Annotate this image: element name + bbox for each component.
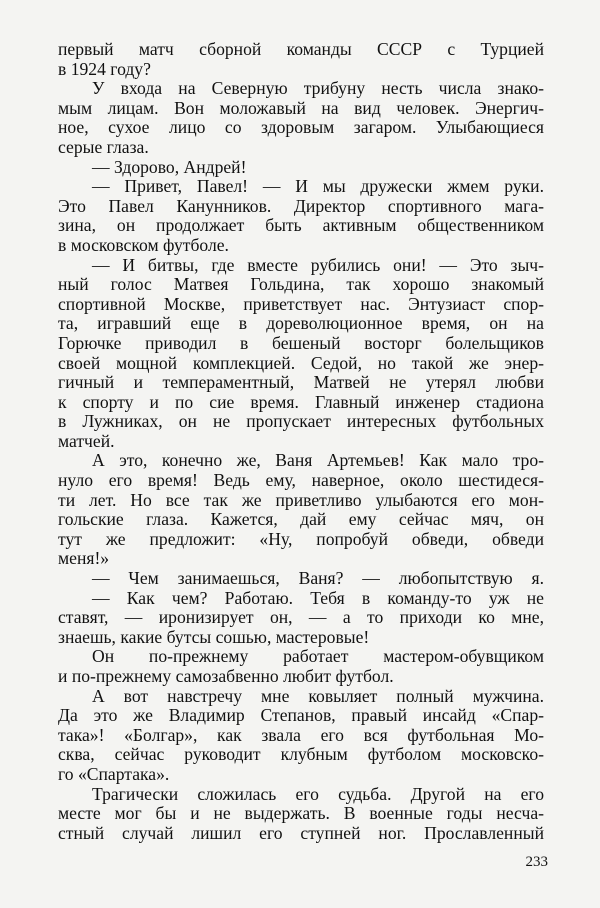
text-line: гичный и темпераментный, Матвей не утерял любви	[58, 373, 544, 393]
text-line: ный голос Матвея Гольдина, так хорошо знакомый	[58, 275, 544, 295]
text-line: Он по-прежнему работает мастером-обувщиком	[92, 647, 544, 667]
text-line: — Привет, Павел! — И мы дружески жмем руки.	[92, 177, 544, 197]
text-line: в 1924 году?	[58, 59, 151, 79]
text-line: сква, сейчас руководит клубным футболом московско-	[58, 745, 544, 765]
text-line: спортивной Москве, приветствует нас. Энтузиаст спор-	[58, 294, 544, 314]
text-line: гольские глаза. Кажется, дай ему сейчас мяч, он	[58, 510, 544, 530]
text-line: и по-прежнему самозабвенно любит футбол.	[58, 667, 394, 686]
text-line: така»! «Болгар», как звала его вся футбольная Мо-	[58, 725, 544, 745]
page-number: 233	[525, 854, 548, 870]
text-line: Да это же Владимир Степанов, правый инсайд «Спар-	[58, 706, 544, 726]
text-line: Трагически сложилась его судьба. Другой на его	[92, 784, 544, 804]
text-line: ставят, — иронизирует он, — а то приходи ко мне,	[58, 608, 544, 628]
text-line: своей мощной комплекцией. Седой, но такой же энер-	[58, 353, 544, 373]
text-line: — Чем занимаешься, Ваня? — любопытствую я.	[92, 569, 544, 589]
text-line: зина, он продолжает быть активным общественником	[58, 216, 544, 236]
text-line: серые глаза.	[58, 137, 149, 157]
text-line: го «Спартака».	[58, 764, 170, 784]
text-line: А вот навстречу мне ковыляет полный мужчина.	[92, 686, 544, 706]
text-line: в Лужниках, он не пропускает интересных футбольных	[58, 412, 544, 432]
text-line: — Здорово, Андрей!	[92, 157, 247, 177]
text-line: У входа на Северную трибуну несть числа знако-	[92, 79, 544, 99]
text-line: мым лицам. Вон моложавый на вид человек. Энергич-	[58, 98, 544, 118]
text-line: тут же предложит: «Ну, попробуй обведи, обведи	[58, 529, 544, 549]
text-line: матчей.	[58, 431, 115, 451]
text-line: Это Павел Канунников. Директор спортивного мага-	[58, 196, 544, 216]
text-line: ное, сухое лицо со здоровым загаром. Улыбающиеся	[58, 118, 544, 138]
text-line: меня!»	[58, 549, 110, 569]
text-line: — И битвы, где вместе рубились они! — Это зыч-	[92, 255, 544, 275]
text-line: в московском футболе.	[58, 235, 229, 255]
text-line: месте мог бы и не выдержать. В военные годы несча-	[58, 804, 544, 824]
text-line: та, игравший еще в дореволюционное время, он на	[58, 314, 544, 334]
page-body-text	[58, 40, 544, 843]
text-line: первый матч сборной команды СССР с Турцией	[58, 40, 544, 59]
text-line: к спорту и по сие время. Главный инженер стадиона	[58, 392, 544, 412]
text-line: А это, конечно же, Ваня Артемьев! Как мало тро-	[92, 451, 544, 471]
text-line: знаешь, какие бутсы сошью, мастеровые!	[58, 627, 370, 647]
text-line: стный случай лишил его ступней ног. Прославленный	[58, 823, 544, 843]
text-line: ти лет. Но все так же приветливо улыбаются его мон-	[58, 490, 544, 510]
text-line: Горючке приводил в бешеный восторг болельщиков	[58, 333, 544, 353]
text-line: нуло его время! Ведь ему, наверное, около шестидеся-	[58, 471, 544, 491]
text-line: — Как чем? Работаю. Тебя в команду-то уж не	[92, 588, 544, 608]
